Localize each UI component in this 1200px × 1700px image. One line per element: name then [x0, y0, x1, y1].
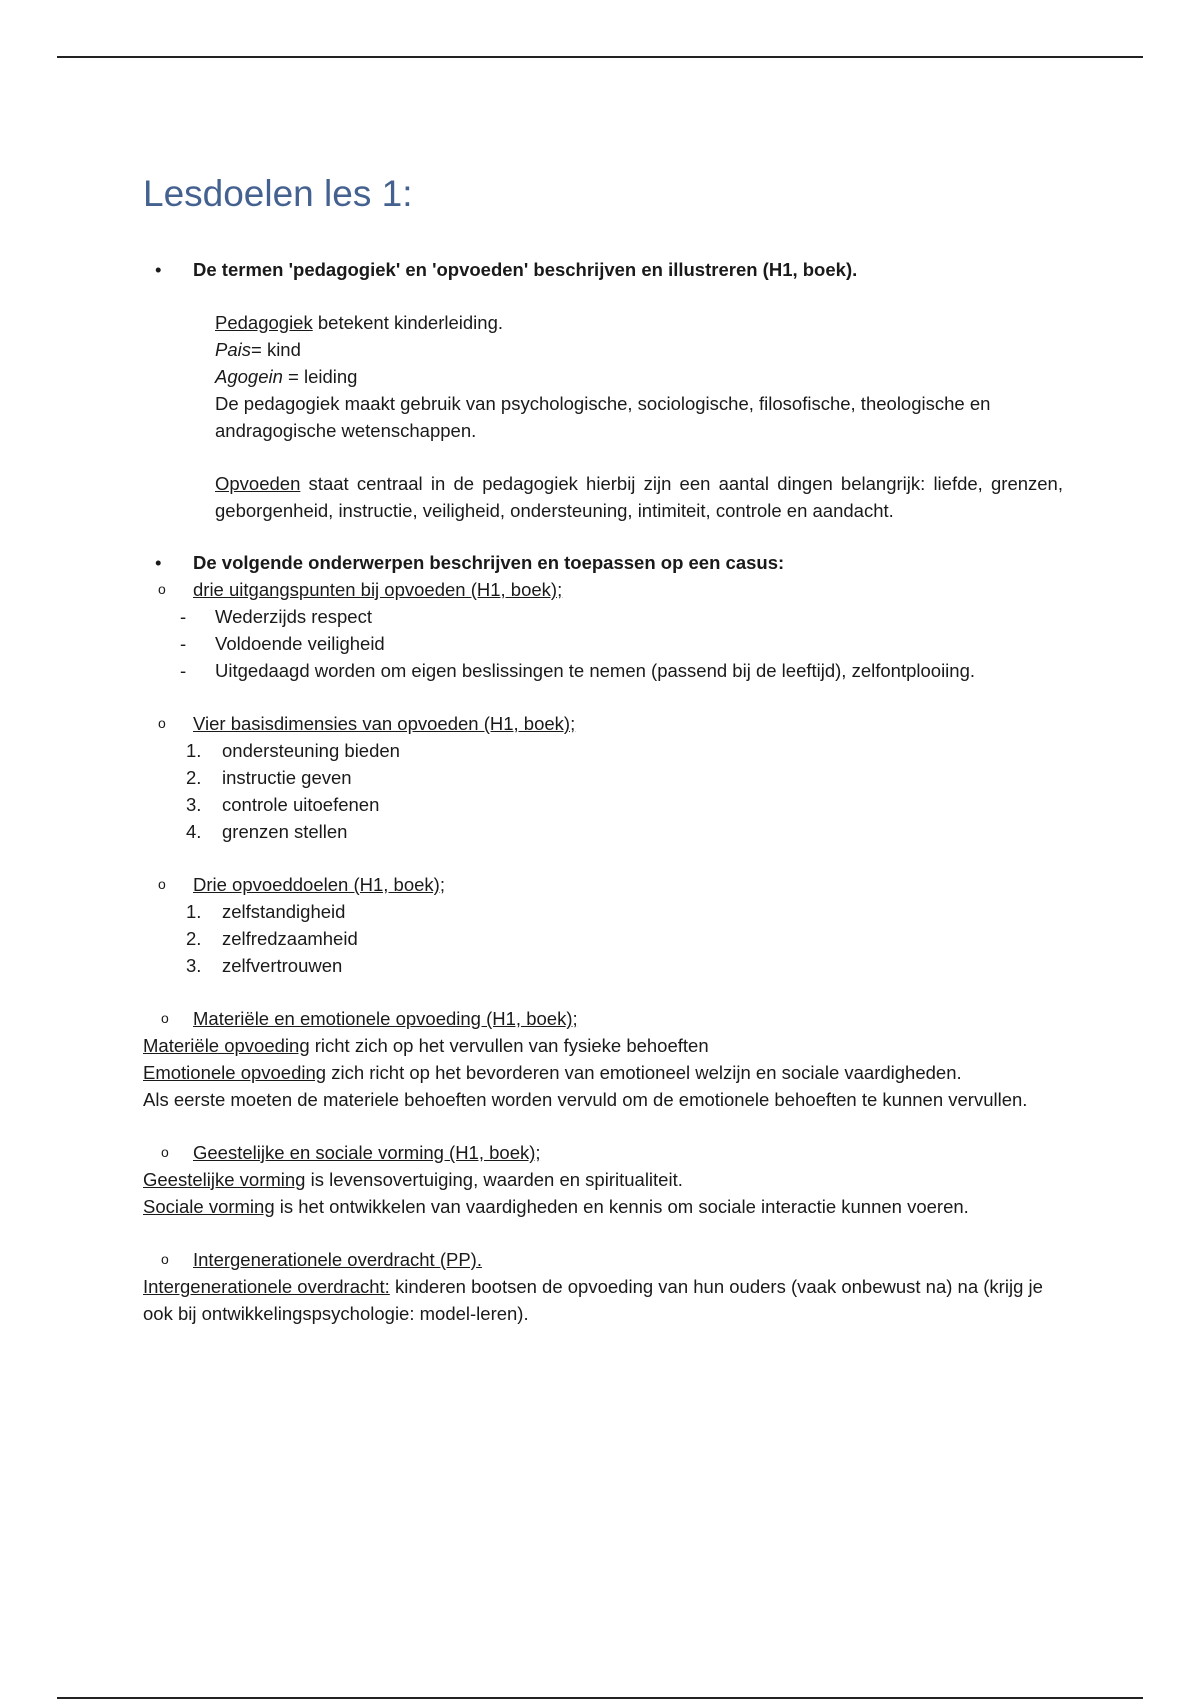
circle-bullet-icon: o — [161, 1251, 169, 1267]
list-item: 2. zelfredzaamheid — [186, 928, 358, 949]
subtopic-basisdimensies: o Vier basisdimensies van opvoeden (H1, boek); — [143, 710, 1063, 737]
note-paragraph: Als eerste moeten de materiele behoeften worden vervuld om de emotionele behoeften te kunnen vervullen. — [143, 1089, 1028, 1110]
subtopic-uitgangspunten: o drie uitgangspunten bij opvoeden (H1, boek); — [143, 576, 1063, 603]
goal-2-text: De volgende onderwerpen beschrijven en toepassen op een casus: — [193, 552, 785, 573]
goal-1 — [143, 256, 1063, 283]
opvoeden-definition: Opvoeden staat centraal in de pedagogiek hierbij zijn een aantal dingen belangrijk: liefde, grenzen, geborgenheid, instructie, veiligheid, ondersteuning, intimiteit, controle en aandacht. — [215, 473, 1063, 521]
document-body — [143, 170, 1063, 1327]
list-item: 1. zelfstandigheid — [186, 901, 346, 922]
subtopic-vorming: o Geestelijke en sociale vorming (H1, boek); — [143, 1139, 1063, 1166]
goal-1-text: De termen 'pedagogiek' en 'opvoeden' beschrijven en illustreren (H1, boek). — [193, 259, 858, 280]
header-rule — [57, 56, 1143, 58]
circle-bullet-icon: o — [158, 581, 166, 597]
circle-bullet-icon: o — [161, 1144, 169, 1160]
opvoeden-term: Opvoeden — [215, 473, 301, 494]
list-item: - Uitgedaagd worden om eigen beslissingen te nemen (passend bij de leeftijd), zelfontplooiing. — [143, 657, 1063, 684]
footer-rule — [57, 1697, 1143, 1699]
goal-2 — [143, 549, 1063, 576]
bullet-icon: • — [155, 259, 162, 280]
pais-term: Pais — [215, 339, 251, 360]
list-item: - Voldoende veiligheid — [143, 630, 1063, 657]
list-item: 1. ondersteuning bieden — [186, 740, 400, 761]
dash-icon: - — [180, 606, 187, 627]
pedagogiek-definition: Pedagogiek betekent kinderleiding. Pais= kind Agogein = leiding De pedagogiek maakt gebruik van psychologische, sociologische, filosofische, theologische en andragogische wetenschappen. — [143, 309, 1063, 444]
definition-line: Geestelijke vorming is levensovertuiging, waarden en spiritualiteit. — [143, 1169, 683, 1190]
bullet-icon: • — [155, 552, 162, 573]
list-item: 3. controle uitoefenen — [186, 794, 380, 815]
agogein-term: Agogein — [215, 366, 283, 387]
list-item: - Wederzijds respect — [143, 603, 1063, 630]
definition-line: Materiële opvoeding richt zich op het vervullen van fysieke behoeften — [143, 1035, 709, 1056]
circle-bullet-icon: o — [161, 1010, 169, 1026]
definition-paragraph: Intergenerationele overdracht: kinderen bootsen de opvoeding van hun ouders (vaak onbewust na) na (krijg je ook bij ontwikkelingspsychologie: model-leren). — [143, 1276, 1043, 1324]
list-item: 2. instructie geven — [186, 767, 352, 788]
pedagogiek-term: Pedagogiek — [215, 312, 313, 333]
list-item: 4. grenzen stellen — [186, 821, 348, 842]
subtopic-opvoeddoelen: o Drie opvoeddoelen (H1, boek); — [143, 871, 1063, 898]
definition-line: Sociale vorming is het ontwikkelen van vaardigheden en kennis om sociale interactie kunnen voeren. — [143, 1196, 969, 1217]
dash-icon: - — [180, 660, 187, 681]
dash-icon: - — [180, 633, 187, 654]
subtopic-materiele-emotionele: o Materiële en emotionele opvoeding (H1, boek); — [143, 1005, 1063, 1032]
list-item: 3. zelfvertrouwen — [186, 955, 343, 976]
pedagogiek-description: De pedagogiek maakt gebruik van psychologische, sociologische, filosofische, theologische en andragogische wetenschappen. — [215, 393, 991, 441]
page-title: Lesdoelen les 1: — [143, 173, 413, 214]
circle-bullet-icon: o — [158, 715, 166, 731]
subtopic-intergenerationeel: o Intergenerationele overdracht (PP). — [143, 1246, 1063, 1273]
definition-line: Emotionele opvoeding zich richt op het bevorderen van emotioneel welzijn en sociale vaardigheden. — [143, 1062, 962, 1083]
circle-bullet-icon: o — [158, 876, 166, 892]
